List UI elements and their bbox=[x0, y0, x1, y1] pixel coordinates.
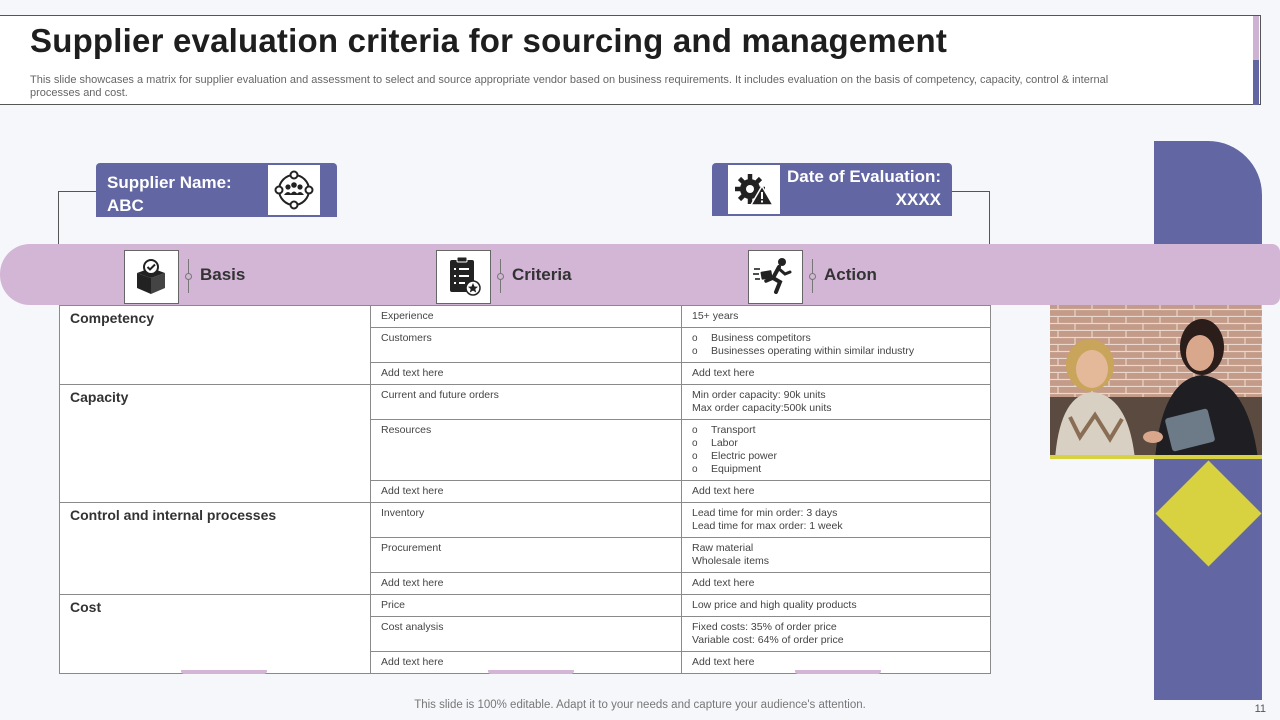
criteria-cell: Add text here bbox=[371, 652, 682, 674]
box-check-icon bbox=[124, 250, 179, 304]
decorative-tab bbox=[488, 670, 574, 674]
evaluation-date-box bbox=[712, 163, 952, 216]
criteria-cell: Customers bbox=[371, 328, 682, 363]
supplier-name-label: Supplier Name: ABC bbox=[107, 173, 232, 215]
action-bullet: o Businesses operating within similar industry bbox=[692, 345, 980, 358]
action-bullet: o Labor bbox=[692, 437, 980, 450]
header-accent-top bbox=[1253, 16, 1259, 60]
criteria-cell: Current and future orders bbox=[371, 385, 682, 420]
team-network-icon bbox=[268, 165, 320, 215]
action-line: Min order capacity: 90k units bbox=[692, 389, 826, 401]
column-label-action: Action bbox=[824, 265, 877, 284]
column-separator-dot bbox=[185, 273, 192, 280]
evaluation-date-label: Date of Evaluation: XXXX bbox=[787, 167, 941, 209]
category-cell: Control and internal processes bbox=[60, 503, 371, 595]
criteria-cell: Resources bbox=[371, 420, 682, 481]
category-cell: Cost bbox=[60, 595, 371, 674]
action-line: Fixed costs: 35% of order price bbox=[692, 621, 837, 633]
action-line: Lead time for min order: 3 days bbox=[692, 507, 838, 519]
header-accent-bottom bbox=[1253, 60, 1259, 105]
action-bullet-list bbox=[692, 332, 980, 358]
column-label-criteria: Criteria bbox=[512, 265, 572, 284]
table-row bbox=[60, 385, 991, 420]
criteria-cell: Add text here bbox=[371, 481, 682, 503]
action-bullet: o Electric power bbox=[692, 450, 980, 463]
action-line: Variable cost: 64% of order price bbox=[692, 634, 844, 646]
criteria-cell: Procurement bbox=[371, 538, 682, 573]
column-label-basis: Basis bbox=[200, 265, 246, 284]
action-bullet: o Equipment bbox=[692, 463, 980, 476]
bracket-line-left bbox=[58, 191, 98, 251]
table-row bbox=[60, 503, 991, 538]
action-line: Max order capacity:500k units bbox=[692, 402, 832, 414]
action-cell: Add text here bbox=[682, 573, 991, 595]
decorative-tab bbox=[795, 670, 881, 674]
action-cell: Low price and high quality products bbox=[682, 595, 991, 617]
criteria-cell: Experience bbox=[371, 306, 682, 328]
action-bullet: o Transport bbox=[692, 424, 980, 437]
running-person-icon bbox=[748, 250, 803, 304]
action-bullet: o Business competitors bbox=[692, 332, 980, 345]
criteria-cell: Add text here bbox=[371, 573, 682, 595]
action-line: Wholesale items bbox=[692, 555, 770, 567]
action-cell: Add text here bbox=[682, 481, 991, 503]
action-cell bbox=[682, 385, 991, 420]
table-row bbox=[60, 595, 991, 617]
action-cell: Add text here bbox=[682, 652, 991, 674]
action-cell: Add text here bbox=[682, 363, 991, 385]
table-row bbox=[60, 306, 991, 328]
gear-warning-icon bbox=[728, 165, 780, 214]
action-cell bbox=[682, 328, 991, 363]
slide-title: Supplier evaluation criteria for sourcing and management bbox=[30, 22, 948, 59]
category-cell: Capacity bbox=[60, 385, 371, 503]
action-cell: 15+ years bbox=[682, 306, 991, 328]
criteria-cell: Add text here bbox=[371, 363, 682, 385]
criteria-cell: Cost analysis bbox=[371, 617, 682, 652]
checklist-star-icon bbox=[436, 250, 491, 304]
footer-note: This slide is 100% editable. Adapt it to your needs and capture your audience's attention. bbox=[414, 699, 866, 711]
column-separator-dot bbox=[497, 273, 504, 280]
category-cell: Competency bbox=[60, 306, 371, 385]
action-line: Raw material bbox=[692, 542, 754, 554]
evaluation-matrix-table bbox=[59, 305, 991, 674]
supplier-name-box bbox=[96, 163, 337, 217]
action-cell bbox=[682, 538, 991, 573]
page-number: 11 bbox=[1254, 703, 1266, 715]
action-cell bbox=[682, 617, 991, 652]
action-cell bbox=[682, 503, 991, 538]
criteria-cell: Price bbox=[371, 595, 682, 617]
decorative-tab bbox=[181, 670, 267, 674]
action-line: Lead time for max order: 1 week bbox=[692, 520, 843, 532]
column-separator-dot bbox=[809, 273, 816, 280]
action-cell bbox=[682, 420, 991, 481]
bracket-line-right bbox=[950, 191, 990, 251]
column-header-band bbox=[0, 244, 1280, 305]
slide-header bbox=[0, 15, 1261, 105]
action-bullet-list bbox=[692, 424, 980, 476]
criteria-cell: Inventory bbox=[371, 503, 682, 538]
slide-subtitle: This slide showcases a matrix for supplier evaluation and assessment to select and source appropriate vendor based on business requirements. It includes evaluation on the basis of competency, capacity, control & internal processes and cost. bbox=[30, 74, 1109, 99]
